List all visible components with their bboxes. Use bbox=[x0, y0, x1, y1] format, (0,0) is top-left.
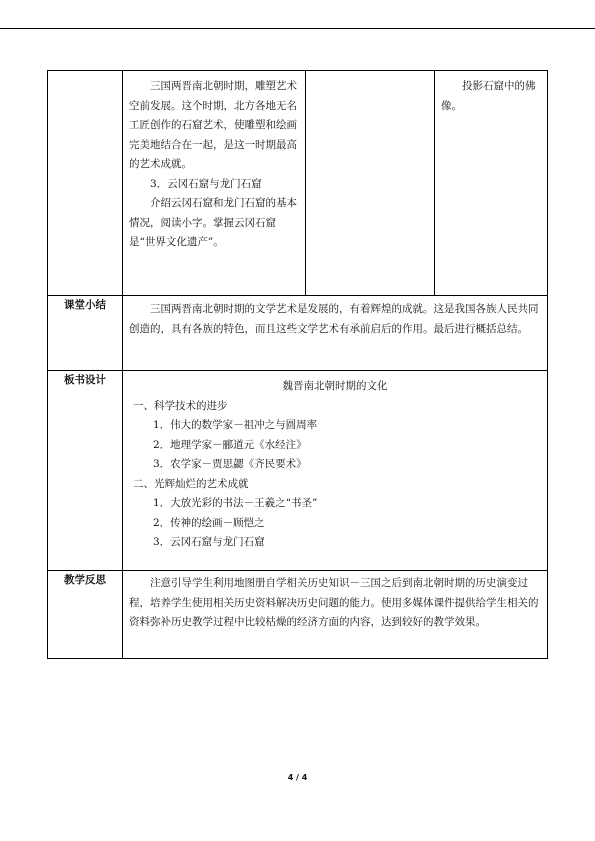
reflection-label: 教学反思 bbox=[48, 571, 123, 659]
header-rule bbox=[0, 28, 595, 29]
reflection-content-cell bbox=[123, 571, 548, 659]
grotto-paragraph: 介绍云冈石窟和龙门石窟的基本情况，阅读小字。掌握云冈石窟是“世界文化遗产”。 bbox=[129, 197, 297, 248]
list-item: 3．农学家－贾思勰《齐民要术》 bbox=[153, 458, 307, 470]
summary-label: 课堂小结 bbox=[48, 296, 123, 371]
table-row-reflection bbox=[48, 571, 548, 659]
lesson-plan-table bbox=[47, 70, 548, 659]
sculpture-paragraph: 三国两晋南北朝时期，雕塑艺术空前发展。这个时期，北方各地无名工匠创作的石窟艺术，使雕塑和绘画完美地结合在一起，是这一时期最高的艺术成就。 bbox=[129, 80, 297, 170]
row1-content-cell bbox=[123, 71, 306, 296]
page-number: 4 / 4 bbox=[287, 773, 308, 782]
grotto-heading: 3．云冈石窟与龙门石窟 bbox=[150, 177, 262, 190]
list-item: 2．传神的绘画－顾恺之 bbox=[153, 516, 265, 529]
board-title: 魏晋南北朝时期的文化 bbox=[282, 380, 388, 392]
list-item: 2．地理学家－郦道元《水经注》 bbox=[153, 438, 307, 451]
reflection-text: 注意引导学生利用地图册自学相关历史知识－三国之后到南北朝时期的历史演变过程，培养学生使用相关历史资料解决历史问题的能力。使用多媒体课件提供给学生相关的资料弥补历史教学过程中比较枯燥的经济方面的内容，达到较好的教学效果。 bbox=[129, 577, 539, 628]
row1-media-cell bbox=[435, 71, 548, 296]
list-item: 1．伟大的数学家－祖冲之与圆周率 bbox=[153, 419, 318, 431]
board-section-1: 一、科学技术的进步 bbox=[133, 399, 228, 412]
list-item: 3．云冈石窟与龙门石窟 bbox=[153, 536, 265, 548]
row1-label-cell bbox=[48, 71, 123, 296]
table-row-board bbox=[48, 371, 548, 571]
summary-content-cell bbox=[123, 296, 548, 371]
summary-text: 三国两晋南北朝时期的文学艺术是发展的，有着辉煌的成就。这是我国各族人民共同创造的，具有各族的特色，而且这些文学艺术有承前启后的作用。最后进行概括总结。 bbox=[129, 303, 539, 335]
board-content-cell bbox=[123, 371, 548, 571]
table-row-summary bbox=[48, 296, 548, 371]
table-row-activity bbox=[48, 71, 548, 296]
board-label: 板书设计 bbox=[48, 371, 123, 571]
list-item: 1．大放光彩的书法－王羲之“书圣” bbox=[153, 497, 318, 509]
media-note: 投影石窟中的佛像。 bbox=[441, 80, 536, 112]
board-section-2: 二、光辉灿烂的艺术成就 bbox=[133, 477, 249, 490]
row1-student-cell bbox=[306, 71, 435, 296]
